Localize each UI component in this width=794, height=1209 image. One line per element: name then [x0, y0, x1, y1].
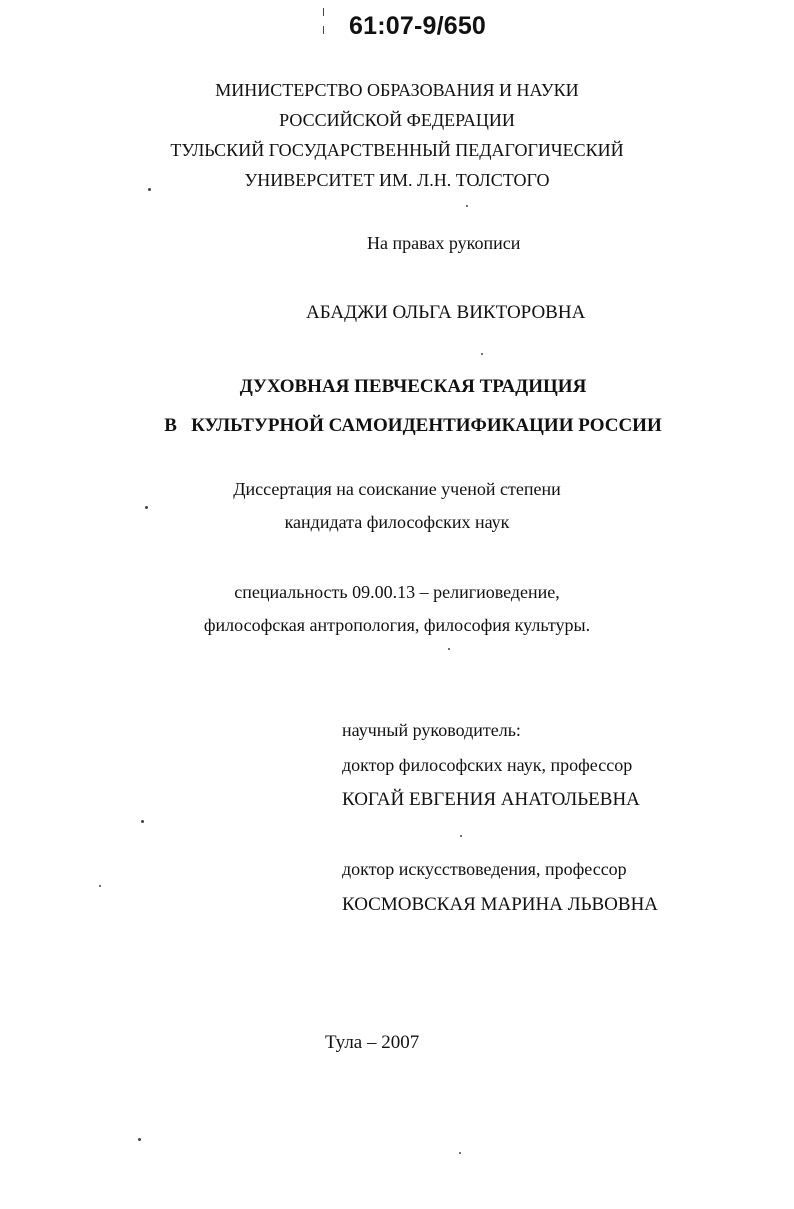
- city-year: Тула – 2007: [325, 1032, 420, 1053]
- scan-speck: [141, 820, 144, 823]
- ministry-line: РОССИЙСКОЙ ФЕДЕРАЦИИ: [279, 110, 515, 130]
- scan-speck: [99, 885, 101, 887]
- specialty-line: философская антропология, философия культуры.: [203, 615, 591, 635]
- ministry-header: [0, 75, 794, 195]
- dissertation-title: [0, 367, 794, 445]
- ministry-line: УНИВЕРСИТЕТ ИМ. Л.Н. ТОЛСТОГО: [244, 170, 550, 190]
- scan-speck: [138, 1138, 141, 1141]
- author-name: АБАДЖИ ОЛЬГА ВИКТОРОВНА: [306, 302, 586, 323]
- scan-speck: [460, 835, 462, 837]
- degree-line: Диссертация на соискание ученой степени: [233, 479, 561, 499]
- supervisor-2-name: КОСМОВСКАЯ МАРИНА ЛЬВОВНА: [342, 894, 659, 915]
- supervisor-1-degree: доктор философских наук, профессор: [342, 755, 633, 775]
- scan-speck: [323, 26, 324, 34]
- specialty: [0, 576, 794, 642]
- specialty-line: специальность 09.00.13 – религиоведение,: [234, 582, 560, 602]
- scan-speck: [459, 1152, 461, 1154]
- degree-line: кандидата философских наук: [284, 512, 510, 532]
- supervisor-2-degree: доктор искусствоведения, профессор: [342, 859, 627, 879]
- ministry-line: ТУЛЬСКИЙ ГОСУДАРСТВЕННЫЙ ПЕДАГОГИЧЕСКИЙ: [170, 140, 624, 160]
- manuscript-rights: На правах рукописи: [367, 233, 521, 253]
- scan-speck: [448, 648, 450, 650]
- dissertation-degree: [0, 473, 794, 539]
- title-line: ДУХОВНАЯ ПЕВЧЕСКАЯ ТРАДИЦИЯ: [239, 376, 587, 397]
- scan-speck: [323, 8, 324, 16]
- supervisor-1-name: КОГАЙ ЕВГЕНИЯ АНАТОЛЬЕВНА: [342, 789, 640, 810]
- scan-speck: [466, 205, 468, 207]
- title-line: В КУЛЬТУРНОЙ САМОИДЕНТИФИКАЦИИ РОССИИ: [164, 415, 662, 436]
- supervisor-label: научный руководитель:: [342, 720, 521, 740]
- scan-speck: [148, 188, 151, 191]
- scan-speck: [481, 353, 483, 355]
- ministry-line: МИНИСТЕРСТВО ОБРАЗОВАНИЯ И НАУКИ: [215, 80, 579, 100]
- scan-speck: [145, 506, 148, 509]
- catalog-number: 61:07-9/650: [349, 12, 487, 40]
